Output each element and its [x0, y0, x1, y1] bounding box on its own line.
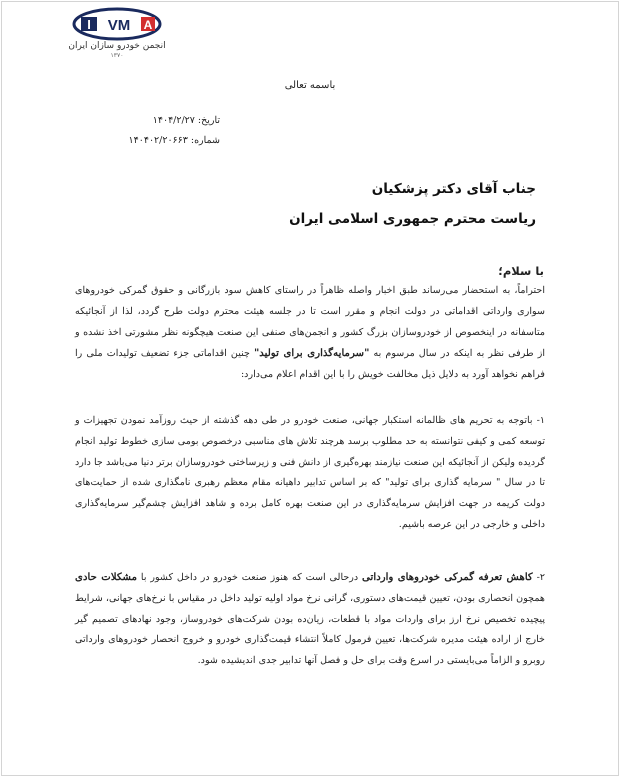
point-2-text: درحالی است که هنوز صنعت خودرو در داخل کشور با	[137, 572, 363, 583]
bismillah-heading: باسمه تعالی	[284, 80, 336, 91]
number-label: شماره:	[190, 135, 220, 146]
association-logo	[62, 6, 172, 64]
logo-letter-i: I	[87, 17, 91, 32]
paragraph-intro	[75, 281, 545, 386]
point-1-text: ۱- باتوجه به تحریم های ظالمانه استکبار جهانی، صنعت خودرو در طی دهه گذشته از حیث روزآمد نمودن تجهیزات و توسعه کمی و کیفی نتوانسته به حد مطلوب برسد هرچند تلاش های مناسبی درخصوص بومی سازی خطوط تولید انجام گردیده ولیکن از آنجائیکه این صنعت نیازمند بهره‌گیری از دانش فنی و زیرساختی خودروسازان برتر دنیا می‌باشد جا دارد تا در سال " سرمایه گذاری برای تولید" که بر اساس تدابیر داهیانه مقام معظم رهبری نامگذاری شده از حمایت‌های دولت کریمه در جهت افزایش سرمایه‌گذاری در این صنعت بهره کامل برده و شاهد افزایش چشم‌گیر سرمایه‌گذاری داخلی و خارجی در این عرصه باشیم.	[75, 415, 545, 530]
addressee-title: ریاست محترم جمهوری اسلامی ایران	[289, 211, 536, 227]
point-2-text-end: همچون انحصاری بودن، تعیین قیمت‌های دستوری، گرانی نرخ مواد اولیه تولید داخل در مقیاس با نرخ‌های جهانی، شرایط پیچیده تخصیص نرخ ارز برای واردات مواد با قطعات، زیان‌ده بودن شرکت‌های خودروساز، وجود نهادهای تصمیم گیر خارج از اراده هیئت مدیره شرکت‌ها، تعیین فرمول کاملاً انتشاء قیمت‌گذاری خودرو و خروج انحصار خودروهای وارداتی روبرو و الزاماً می‌بایستی در اسرع وقت برای حل و فصل آنها تدابیر جدی اندیشیده شود.	[75, 592, 545, 667]
paragraph-point-1	[75, 411, 545, 536]
logo-year: ۱۳۷۰	[110, 52, 124, 59]
intro-text: احتراماً، به استحضار می‌رساند طبق اخبار واصله ظاهراً در راستای کاهش سود بازرگانی و حقوق گمرکی خودروهای سواری وارداتی اقداماتی در دولت انجام و مقرر است تا در جلسه هیئت محترم دولت طرح گردد، لذا از آنجائیکه متاسفانه در اینخصوص از خودروسازان بزرگ کشور و انجمن‌های صنفی این صنعت هیچگونه نظر مشورتی اخذ نشده و از طرفی نظر به اینکه در سال مرسوم به	[75, 285, 545, 360]
logo-letters-vm: VM	[107, 17, 131, 34]
number-line	[90, 135, 220, 146]
point-2-number: ۲-	[532, 572, 545, 583]
addressee-name: جناب آقای دکتر پزشکیان	[371, 181, 536, 197]
date-line	[90, 115, 220, 126]
logo-letter-a: A	[143, 18, 153, 32]
ivma-logo-icon	[71, 6, 163, 42]
date-label: تاریخ:	[197, 115, 220, 126]
logo-caption: انجمن خودرو سازان ایران	[68, 41, 166, 51]
intro-text-end: چنین اقداماتی جزء تضعیف تولیدات ملی را فراهم نخواهد آورد به دلایل ذیل مخالفت خویش را با این اقدام اعلام می‌دارد:	[75, 348, 545, 381]
salutation: با سلام؛	[498, 264, 544, 278]
paragraph-point-2	[75, 567, 545, 672]
intro-slogan: "سرمایه‌گذاری برای تولید"	[253, 347, 370, 360]
point-2-emphasis: مشکلات حادی	[75, 571, 138, 583]
date-value: ۱۴۰۴/۲/۲۷	[152, 115, 195, 126]
point-2-heading: کاهش تعرفه گمرکی خودروهای وارداتی	[362, 571, 533, 583]
number-value: ۱۴۰۴۰۲/۲۰۶۶۳	[128, 135, 188, 146]
